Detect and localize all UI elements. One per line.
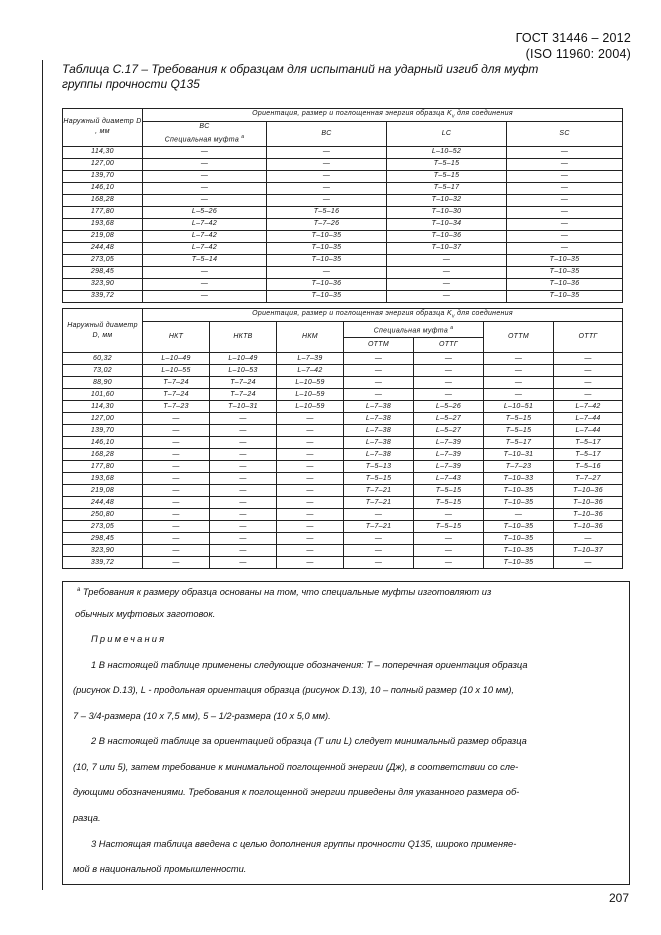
- table-cell: T–10–34: [387, 218, 507, 230]
- table-row: [63, 413, 623, 425]
- table-cell: —: [267, 146, 387, 158]
- table-cell: —: [277, 533, 344, 545]
- diameter-cell: 114,30: [63, 401, 143, 413]
- header-bc-special: BC Специальная муфта $^а$: [143, 122, 267, 146]
- diameter-cell: 146,10: [63, 182, 143, 194]
- table-cell: —: [507, 242, 623, 254]
- table-row: [63, 437, 623, 449]
- table-cell: T–7–24: [210, 377, 277, 389]
- table-row: [63, 230, 623, 242]
- diameter-cell: 73,02: [63, 365, 143, 377]
- table-cell: —: [414, 545, 484, 557]
- table-row: [63, 254, 623, 266]
- table-row: [63, 158, 623, 170]
- table-cell: T–10–35: [484, 497, 554, 509]
- table-cell: T–10–35: [484, 545, 554, 557]
- table-cell: T–10–36: [387, 230, 507, 242]
- table-cell: L–7–38: [344, 449, 414, 461]
- table-row: [63, 557, 623, 569]
- table-cell: —: [484, 377, 554, 389]
- table-cell: T–10–32: [387, 194, 507, 206]
- table-cell: —: [484, 353, 554, 365]
- standard-number: ГОСТ 31446 – 2012: [515, 31, 631, 45]
- table-row: [63, 497, 623, 509]
- table-cell: T–5–15: [387, 170, 507, 182]
- table-cell: —: [143, 413, 210, 425]
- diameter-cell: 298,45: [63, 533, 143, 545]
- table-cell: T–5–14: [143, 254, 267, 266]
- coupling-table-2: [62, 308, 623, 569]
- page-number: 207: [608, 891, 629, 905]
- table-cell: T–10–35: [267, 290, 387, 302]
- table-row: [63, 389, 623, 401]
- table-cell: —: [507, 206, 623, 218]
- table-cell: T–5–13: [344, 461, 414, 473]
- table-cell: —: [414, 557, 484, 569]
- note-2-line-3: дующими обозначениями. Требования к поглощенной энергии приведены для указанного размера об-: [73, 787, 520, 797]
- diameter-cell: 177,80: [63, 206, 143, 218]
- table-cell: —: [143, 533, 210, 545]
- table-cell: —: [143, 170, 267, 182]
- table-cell: T–7–23: [484, 461, 554, 473]
- table-cell: —: [344, 509, 414, 521]
- table-cell: —: [277, 521, 344, 533]
- note-1-line-3: 7 – 3/4-размера (10 х 7,5 мм), 5 – 1/2-размера (10 х 5,0 мм).: [73, 711, 331, 721]
- table-cell: —: [344, 557, 414, 569]
- table-row: [63, 377, 623, 389]
- table-cell: —: [414, 365, 484, 377]
- table-cell: L–7–39: [414, 437, 484, 449]
- table-row: [63, 473, 623, 485]
- table-cell: L–7–38: [344, 425, 414, 437]
- table-cell: —: [143, 545, 210, 557]
- table-row: [63, 278, 623, 290]
- table-cell: T–7–21: [344, 485, 414, 497]
- header-sc: SC: [507, 122, 623, 146]
- table-cell: L–10–59: [277, 401, 344, 413]
- table-cell: —: [277, 425, 344, 437]
- table-cell: —: [143, 290, 267, 302]
- table-cell: T–7–26: [267, 218, 387, 230]
- header-lc: LC: [387, 122, 507, 146]
- table-cell: L–10–53: [210, 365, 277, 377]
- iso-reference: (ISO 11960: 2004): [525, 47, 631, 61]
- table-cell: —: [143, 266, 267, 278]
- table-cell: L–7–38: [344, 401, 414, 413]
- diameter-cell: 339,72: [63, 290, 143, 302]
- table-cell: T–5–15: [484, 413, 554, 425]
- table-row: [63, 266, 623, 278]
- table-cell: —: [210, 557, 277, 569]
- table-cell: T–10–35: [484, 521, 554, 533]
- table-1-body: [63, 146, 623, 302]
- table-cell: —: [210, 449, 277, 461]
- table-cell: —: [210, 533, 277, 545]
- diameter-cell: 193,68: [63, 473, 143, 485]
- diameter-cell: 88,90: [63, 377, 143, 389]
- table-cell: T–10–36: [554, 485, 623, 497]
- table-cell: —: [414, 353, 484, 365]
- table-cell: —: [143, 158, 267, 170]
- table-cell: L–7–42: [143, 230, 267, 242]
- table-title: [62, 62, 632, 92]
- table-cell: T–10–37: [387, 242, 507, 254]
- table-cell: —: [277, 449, 344, 461]
- table-cell: T–5–17: [484, 437, 554, 449]
- header-nkm: НКМ: [277, 322, 344, 353]
- table-cell: —: [344, 353, 414, 365]
- table-cell: L–7–44: [554, 413, 623, 425]
- table-cell: —: [210, 473, 277, 485]
- header-ottg: ОТТГ: [554, 322, 623, 353]
- table-row: [63, 533, 623, 545]
- diameter-cell: 101,60: [63, 389, 143, 401]
- table-cell: L–10–52: [387, 146, 507, 158]
- table-cell: T–5–16: [554, 461, 623, 473]
- table-cell: T–7–23: [143, 401, 210, 413]
- table-cell: —: [267, 170, 387, 182]
- diameter-cell: 168,28: [63, 449, 143, 461]
- notes-box: [62, 581, 630, 885]
- table-cell: —: [143, 425, 210, 437]
- table-cell: L–10–59: [277, 389, 344, 401]
- table-cell: L–7–39: [414, 449, 484, 461]
- table-cell: —: [387, 266, 507, 278]
- table-cell: L–10–49: [210, 353, 277, 365]
- table-cell: —: [554, 557, 623, 569]
- table-cell: L–7–44: [554, 425, 623, 437]
- table-cell: —: [277, 413, 344, 425]
- table-cell: —: [277, 473, 344, 485]
- table-cell: —: [277, 437, 344, 449]
- table-cell: —: [277, 485, 344, 497]
- table-2-body: [63, 353, 623, 569]
- table-cell: —: [554, 377, 623, 389]
- table-cell: T–10–35: [267, 242, 387, 254]
- diameter-cell: 244,48: [63, 242, 143, 254]
- table-row: [63, 182, 623, 194]
- table-cell: T–10–35: [267, 254, 387, 266]
- table-cell: T–5–17: [554, 449, 623, 461]
- note-1-line-2: (рисунок D.13), L - продольная ориентация образца (рисунок D.13), 10 – полный размер (10 х 10 мм),: [73, 685, 515, 695]
- header-nkt: НКТ: [143, 322, 210, 353]
- table-cell: —: [210, 485, 277, 497]
- diameter-cell: 339,72: [63, 557, 143, 569]
- table-cell: —: [267, 182, 387, 194]
- table-cell: T–5–16: [267, 206, 387, 218]
- header-special-ottm: ОТТМ: [344, 338, 414, 353]
- table-cell: T–10–35: [484, 533, 554, 545]
- note-2-line-2: (10, 7 или 5), затем требование к минимальной поглощенной энергии (Дж), в соответствии со сле-: [73, 762, 519, 772]
- table-cell: L–10–51: [484, 401, 554, 413]
- table-cell: L–7–42: [143, 218, 267, 230]
- coupling-table-1: [62, 108, 623, 303]
- table-cell: —: [143, 194, 267, 206]
- diameter-cell: 139,70: [63, 170, 143, 182]
- table-cell: —: [210, 413, 277, 425]
- table-cell: T–5–15: [344, 473, 414, 485]
- table-cell: T–10–36: [507, 278, 623, 290]
- header-nktv: НКТВ: [210, 322, 277, 353]
- table-cell: —: [484, 365, 554, 377]
- table-row: [63, 509, 623, 521]
- table-cell: T–5–17: [387, 182, 507, 194]
- table-cell: T–10–36: [554, 497, 623, 509]
- header-energy-group: Ориентация, размер и поглощенная энергия образца $K_v$ для соединения: [143, 109, 623, 122]
- table-cell: L–7–42: [143, 242, 267, 254]
- diameter-cell: 244,48: [63, 497, 143, 509]
- table-row: [63, 194, 623, 206]
- table-cell: L–10–49: [143, 353, 210, 365]
- diameter-cell: 219,08: [63, 485, 143, 497]
- diameter-cell: 114,30: [63, 146, 143, 158]
- diameter-cell: 60,32: [63, 353, 143, 365]
- header-special-ottg: ОТТГ: [414, 338, 484, 353]
- table-cell: —: [507, 170, 623, 182]
- diameter-cell: 146,10: [63, 437, 143, 449]
- table-cell: —: [143, 557, 210, 569]
- table-cell: L–7–42: [554, 401, 623, 413]
- diameter-cell: 298,45: [63, 266, 143, 278]
- table-cell: —: [267, 158, 387, 170]
- table-row: [63, 485, 623, 497]
- diameter-cell: 323,90: [63, 278, 143, 290]
- table-cell: L–7–42: [277, 365, 344, 377]
- table-cell: T–10–35: [267, 230, 387, 242]
- table-cell: —: [277, 557, 344, 569]
- table-cell: —: [507, 182, 623, 194]
- table-cell: —: [554, 365, 623, 377]
- table-cell: —: [143, 509, 210, 521]
- table-cell: T–5–15: [387, 158, 507, 170]
- table-cell: T–5–15: [484, 425, 554, 437]
- table-cell: L–10–59: [277, 377, 344, 389]
- diameter-cell: 177,80: [63, 461, 143, 473]
- table-cell: T–10–31: [484, 449, 554, 461]
- notes-heading: Примечания: [91, 634, 167, 644]
- diameter-cell: 273,05: [63, 254, 143, 266]
- table-cell: —: [143, 521, 210, 533]
- header-diameter-2: Наружный диаметр D, мм: [63, 309, 143, 353]
- table-row: [63, 425, 623, 437]
- diameter-cell: 323,90: [63, 545, 143, 557]
- table-cell: L–10–55: [143, 365, 210, 377]
- table-cell: L–7–39: [277, 353, 344, 365]
- table-cell: T–7–21: [344, 521, 414, 533]
- table-cell: —: [387, 290, 507, 302]
- diameter-cell: 273,05: [63, 521, 143, 533]
- table-cell: —: [414, 389, 484, 401]
- table-cell: T–10–36: [554, 509, 623, 521]
- table-cell: L–7–39: [414, 461, 484, 473]
- table-cell: T–7–27: [554, 473, 623, 485]
- table-cell: L–7–38: [344, 437, 414, 449]
- note-2-line-1: 2 В настоящей таблице за ориентацией образца (T или L) следует минимальный размер образца: [91, 736, 527, 746]
- table-cell: —: [507, 218, 623, 230]
- note-3-line-1: 3 Настоящая таблица введена с целью дополнения группы прочности Q135, широко применяе-: [91, 839, 517, 849]
- table-cell: —: [143, 146, 267, 158]
- table-row: [63, 353, 623, 365]
- table-row: [63, 449, 623, 461]
- table-cell: —: [344, 545, 414, 557]
- diameter-cell: 168,28: [63, 194, 143, 206]
- table-row: [63, 461, 623, 473]
- table-cell: —: [554, 533, 623, 545]
- table-cell: —: [344, 365, 414, 377]
- table-cell: —: [484, 509, 554, 521]
- table-cell: —: [267, 194, 387, 206]
- table-cell: T–5–17: [554, 437, 623, 449]
- table-cell: —: [143, 485, 210, 497]
- table-cell: —: [210, 497, 277, 509]
- table-row: [63, 521, 623, 533]
- table-cell: —: [210, 425, 277, 437]
- table-cell: —: [484, 389, 554, 401]
- footnote-line-2: обычных муфтовых заготовок.: [75, 609, 216, 619]
- table-cell: T–5–15: [414, 485, 484, 497]
- table-cell: T–10–30: [387, 206, 507, 218]
- table-cell: L–5–26: [414, 401, 484, 413]
- table-cell: —: [344, 377, 414, 389]
- table-cell: —: [414, 533, 484, 545]
- table-cell: T–10–35: [507, 290, 623, 302]
- table-cell: —: [143, 449, 210, 461]
- table-cell: —: [143, 437, 210, 449]
- table-row: [63, 365, 623, 377]
- header-ottm: ОТТМ: [484, 322, 554, 353]
- table-cell: T–10–35: [484, 485, 554, 497]
- table-cell: L–7–38: [344, 413, 414, 425]
- table-cell: T–10–35: [507, 254, 623, 266]
- diameter-cell: 127,00: [63, 413, 143, 425]
- table-cell: —: [210, 437, 277, 449]
- table-cell: T–7–21: [344, 497, 414, 509]
- table-cell: —: [210, 521, 277, 533]
- table-row: [63, 401, 623, 413]
- table-cell: T–10–35: [507, 266, 623, 278]
- table-cell: —: [143, 497, 210, 509]
- table-cell: —: [277, 461, 344, 473]
- table-cell: T–5–15: [414, 521, 484, 533]
- table-row: [63, 170, 623, 182]
- diameter-cell: 219,08: [63, 230, 143, 242]
- table-cell: T–10–33: [484, 473, 554, 485]
- table-cell: L–7–43: [414, 473, 484, 485]
- diameter-cell: 193,68: [63, 218, 143, 230]
- table-cell: T–10–36: [267, 278, 387, 290]
- table-cell: —: [414, 509, 484, 521]
- table-cell: T–10–31: [210, 401, 277, 413]
- header-special-coupling: Специальная муфта $^а$: [344, 322, 484, 338]
- table-cell: —: [210, 509, 277, 521]
- diameter-cell: 127,00: [63, 158, 143, 170]
- table-cell: —: [507, 194, 623, 206]
- table-cell: —: [277, 497, 344, 509]
- document-header: [516, 30, 631, 62]
- table-row: [63, 290, 623, 302]
- left-margin-rule: [42, 60, 43, 890]
- table-cell: —: [344, 389, 414, 401]
- note-3-line-2: мой в национальной промышленности.: [73, 864, 247, 874]
- table-cell: —: [143, 473, 210, 485]
- table-cell: —: [210, 461, 277, 473]
- table-row: [63, 242, 623, 254]
- table-row: [63, 218, 623, 230]
- table-cell: L–5–27: [414, 413, 484, 425]
- table-cell: —: [507, 230, 623, 242]
- table-title-line-1: Таблица С.17 – Требования к образцам для испытаний на ударный изгиб для муфт: [62, 62, 539, 76]
- table-cell: —: [344, 533, 414, 545]
- table-row: [63, 545, 623, 557]
- header-diameter: Наружный диаметр D , мм: [63, 109, 143, 147]
- table-cell: —: [210, 545, 277, 557]
- diameter-cell: 250,80: [63, 509, 143, 521]
- table-cell: —: [387, 278, 507, 290]
- table-row: [63, 146, 623, 158]
- table-cell: L–5–26: [143, 206, 267, 218]
- header-energy-group-2: Ориентация, размер и поглощенная энергия образца $K_v$ для соединения: [143, 309, 623, 322]
- table-cell: —: [507, 146, 623, 158]
- table-cell: —: [277, 545, 344, 557]
- table-cell: T–10–35: [484, 557, 554, 569]
- table-cell: —: [554, 353, 623, 365]
- table-cell: —: [554, 389, 623, 401]
- header-bc: BC: [267, 122, 387, 146]
- table-cell: L–5–27: [414, 425, 484, 437]
- table-cell: T–10–36: [554, 521, 623, 533]
- note-2-line-4: разца.: [73, 813, 101, 823]
- table-cell: —: [387, 254, 507, 266]
- diameter-cell: 139,70: [63, 425, 143, 437]
- table-cell: T–10–37: [554, 545, 623, 557]
- table-cell: —: [277, 509, 344, 521]
- table-cell: T–7–24: [210, 389, 277, 401]
- table-title-line-2: группы прочности Q135: [62, 77, 200, 91]
- table-cell: —: [414, 377, 484, 389]
- table-cell: T–7–24: [143, 377, 210, 389]
- table-cell: T–7–24: [143, 389, 210, 401]
- table-row: [63, 206, 623, 218]
- footnote-line-1: $^а$ Требования к размеру образца основаны на том, что специальные муфты изготовляют из: [77, 587, 492, 598]
- table-cell: T–5–15: [414, 497, 484, 509]
- note-1-line-1: 1 В настоящей таблице применены следующие обозначения: T – поперечная ориентация образца: [91, 660, 528, 670]
- table-cell: —: [143, 278, 267, 290]
- table-cell: —: [143, 182, 267, 194]
- table-cell: —: [143, 461, 210, 473]
- table-cell: —: [507, 158, 623, 170]
- table-cell: —: [267, 266, 387, 278]
